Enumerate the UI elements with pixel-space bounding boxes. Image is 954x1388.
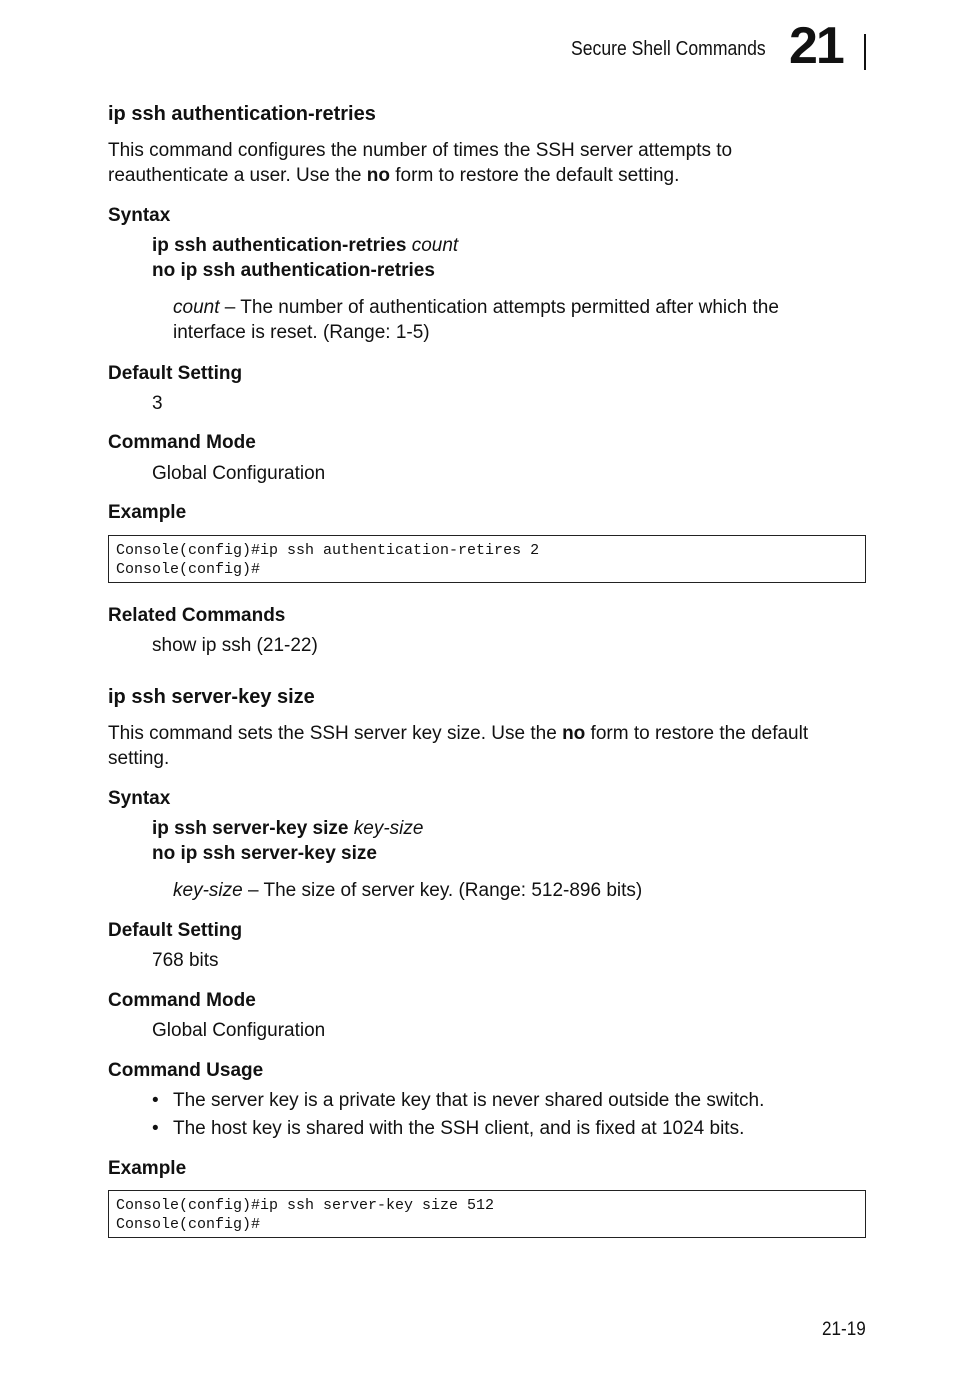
description-line: reauthenticate a user. Use the no form to restore the default setting. — [108, 165, 680, 186]
running-header: Secure Shell Commands — [571, 38, 766, 60]
code-line: Console(config)# — [116, 561, 261, 578]
section-title-server-key: ip ssh server-key size — [108, 686, 315, 708]
description-line: setting. — [108, 748, 170, 769]
code-line: Console(config)# — [116, 1216, 261, 1233]
related-heading: Related Commands — [108, 605, 286, 626]
chapter-divider — [864, 34, 866, 70]
chapter-number: 21 — [789, 17, 843, 75]
default-value: 768 bits — [152, 950, 219, 971]
syntax-heading: Syntax — [108, 205, 171, 226]
mode-heading: Command Mode — [108, 990, 256, 1011]
syntax-no-command: no ip ssh authentication-retries — [152, 260, 435, 281]
default-heading: Default Setting — [108, 920, 243, 941]
example-code-block — [108, 535, 866, 583]
syntax-command: ip ssh authentication-retries count — [152, 235, 459, 256]
example-heading: Example — [108, 502, 187, 523]
syntax-no-command: no ip ssh server-key size — [152, 843, 377, 864]
syntax-command: ip ssh server-key size key-size — [152, 818, 424, 839]
related-value: show ip ssh (21-22) — [152, 635, 318, 656]
page-number: 21-19 — [822, 1319, 866, 1340]
parameter-description: count – The number of authentication attempts permitted after which the — [173, 297, 779, 318]
mode-value: Global Configuration — [152, 1020, 326, 1041]
default-heading: Default Setting — [108, 363, 243, 384]
code-line: Console(config)#ip ssh server-key size 512 — [116, 1197, 495, 1214]
parameter-description: key-size – The size of server key. (Range: 512-896 bits) — [173, 880, 643, 901]
mode-heading: Command Mode — [108, 432, 256, 453]
bullet-icon: • — [152, 1090, 159, 1111]
parameter-description-cont: interface is reset. (Range: 1-5) — [173, 322, 430, 343]
default-value: 3 — [152, 393, 163, 414]
code-line: Console(config)#ip ssh authentication-retires 2 — [116, 542, 540, 559]
usage-item: The server key is a private key that is never shared outside the switch. — [173, 1090, 765, 1111]
description-line: This command sets the SSH server key size. Use the no form to restore the default — [108, 723, 809, 744]
usage-heading: Command Usage — [108, 1060, 264, 1081]
description-line: This command configures the number of times the SSH server attempts to — [108, 140, 733, 161]
example-code-block — [108, 1190, 866, 1238]
example-heading: Example — [108, 1158, 187, 1179]
mode-value: Global Configuration — [152, 463, 326, 484]
section-title-auth-retries: ip ssh authentication-retries — [108, 103, 376, 125]
bullet-icon: • — [152, 1118, 159, 1139]
usage-item: The host key is shared with the SSH client, and is fixed at 1024 bits. — [173, 1118, 745, 1139]
syntax-heading: Syntax — [108, 788, 171, 809]
